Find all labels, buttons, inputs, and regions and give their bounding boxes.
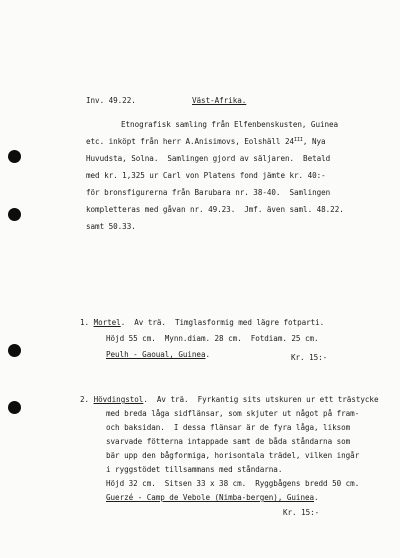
item-name: Mortel bbox=[93, 318, 121, 327]
intro-line: etc. inköpt från herr A.Anisimovs, Eolshäll $24^{III}$, Nya bbox=[86, 137, 326, 146]
item-name: Hövdingstol bbox=[93, 395, 144, 404]
item-2-desc: bär upp den bågformiga, horisontala trädel, vilken ingår bbox=[106, 451, 360, 460]
intro-line: Etnografisk samling från Elfenbenskusten, Guinea bbox=[121, 120, 339, 129]
item-2-desc: med breda låga sidflänsar, som skjuter ut något på fram- bbox=[106, 409, 360, 418]
item-1-dimensions: Höjd 55 cm. Mynn.diam. 28 cm. Fotdiam. 25 cm. bbox=[106, 334, 319, 343]
punch-hole bbox=[8, 208, 21, 221]
item-number: 1. bbox=[80, 318, 90, 327]
item-1-origin: Peulh - Gaoual, Guinea. bbox=[106, 350, 211, 359]
inventory-number: Inv. 49.22. bbox=[86, 96, 136, 105]
punch-hole bbox=[8, 150, 21, 163]
intro-line: med kr. 1,325 ur Carl von Platens fond jämte kr. 40:- bbox=[86, 171, 326, 180]
intro-line: kompletteras med gåvan nr. 49.23. Jmf. även saml. 48.22. bbox=[86, 205, 344, 214]
item-2-heading: 2. Hövdingstol. Av trä. Fyrkantig sits utskuren ur ett trästycke bbox=[80, 395, 379, 404]
intro-line: Huvudsta, Solna. Samlingen gjord av säljaren. Betald bbox=[86, 154, 331, 163]
intro-line: samt 50.33. bbox=[86, 222, 136, 231]
item-1-price: Kr. 15:- bbox=[291, 353, 328, 362]
intro-line: för bronsfigurerna från Barubara nr. 38-40. Samlingen bbox=[86, 188, 331, 197]
item-2-desc: och baksidan. I dessa flänsar är de fyra låga, liksom bbox=[106, 423, 351, 432]
item-2-desc: svarvade fötterna intappade samt de båda ståndarna som bbox=[106, 437, 351, 446]
item-2-origin: Guerzé - Camp de Vebole (Nimba-bergen), Guinea. bbox=[106, 493, 319, 502]
region-heading: Väst-Afrika. bbox=[192, 96, 247, 105]
item-2-desc: i ryggstödet tillsammans med ståndarna. bbox=[106, 465, 283, 474]
item-2-dimensions: Höjd 32 cm. Sitsen 33 x 38 cm. Ryggbågens bredd 50 cm. bbox=[106, 479, 360, 488]
item-2-price: Kr. 15:- bbox=[283, 508, 320, 517]
item-1-heading: 1. Mortel. Av trä. Timglasformig med lägre fotparti. bbox=[80, 318, 325, 327]
punch-hole bbox=[8, 401, 21, 414]
punch-hole bbox=[8, 344, 21, 357]
item-number: 2. bbox=[80, 395, 90, 404]
